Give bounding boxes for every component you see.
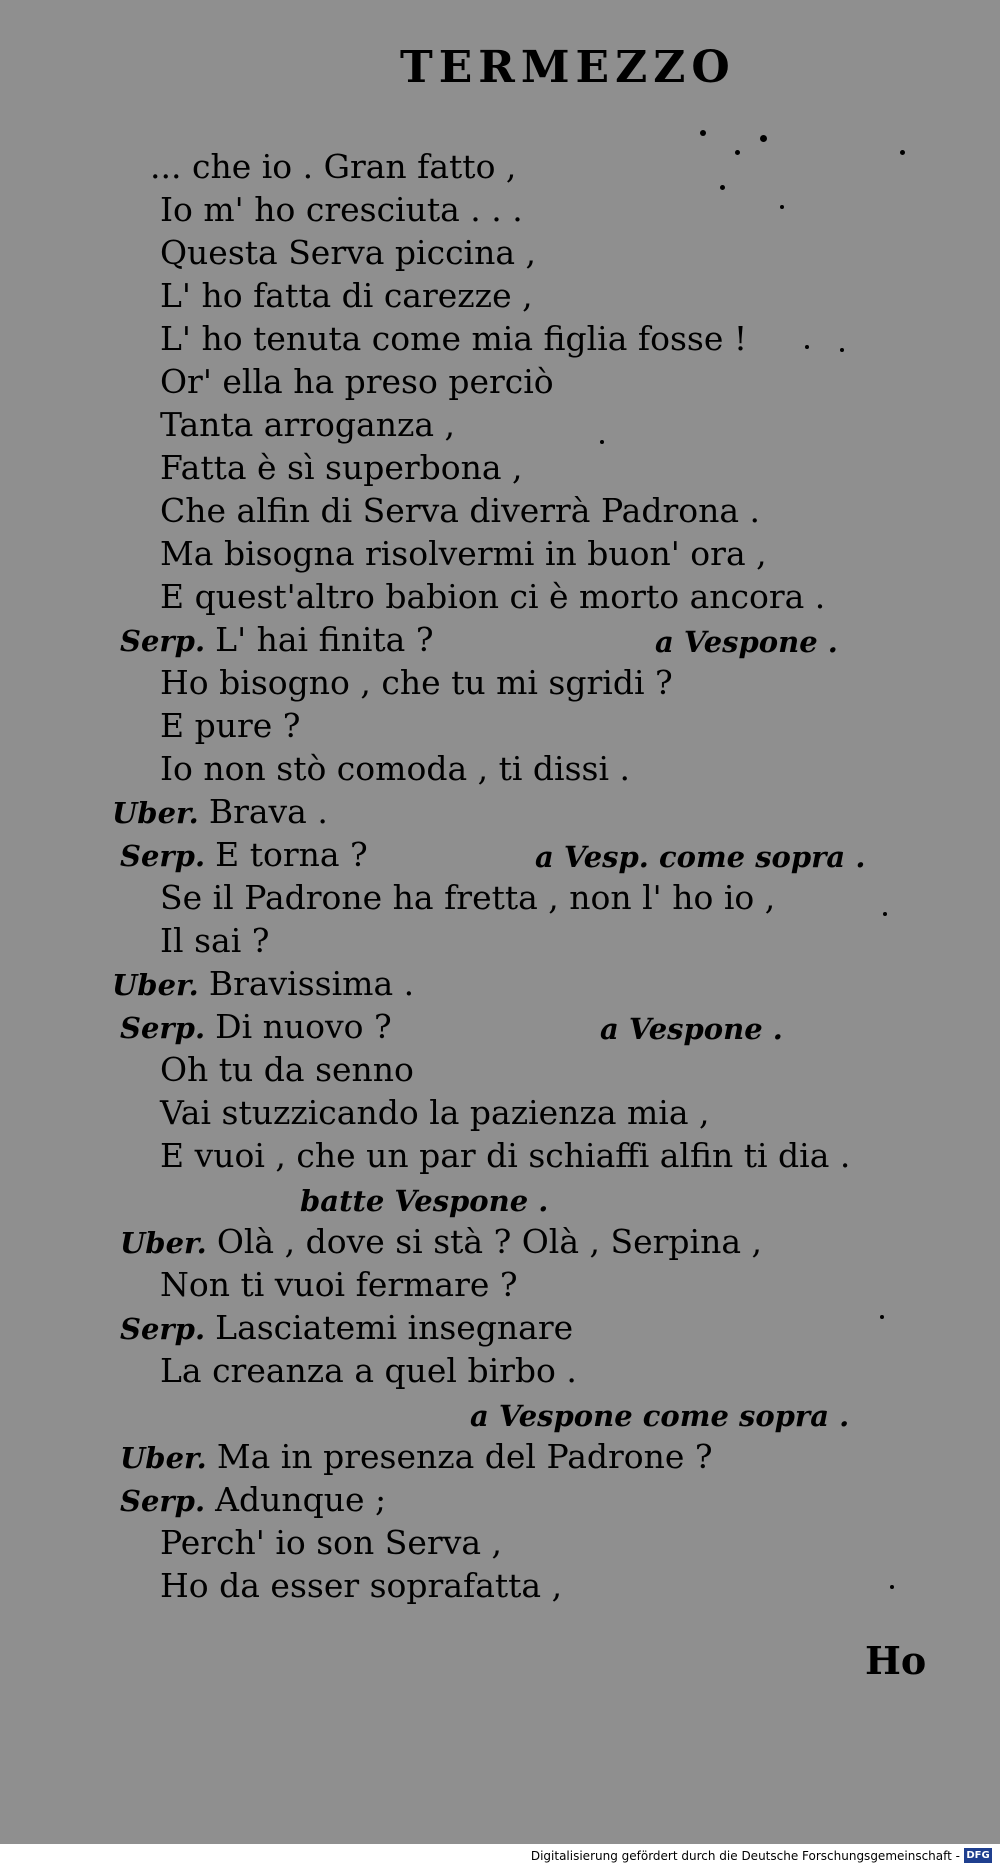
verse-line xyxy=(120,1005,392,1049)
verse-text-line: E torna ? xyxy=(215,835,368,874)
verse-text-line: Olà , dove si stà ? Olà , Serpina , xyxy=(216,1222,763,1261)
speck xyxy=(840,348,844,352)
speck xyxy=(760,135,767,142)
verse-line xyxy=(120,833,368,877)
verse-text-line: Se il Padrone ha fretta , non l' ho io , xyxy=(160,878,776,917)
verse-text-line: L' ho tenuta come mia figlia fosse ! xyxy=(160,319,748,358)
verse-text-line: Fatta è sì superbona , xyxy=(160,448,523,487)
verse-line xyxy=(160,360,554,404)
speaker-name: Serp. xyxy=(120,624,216,658)
stage-direction: a Vespone . xyxy=(600,1012,783,1046)
speck xyxy=(780,205,784,209)
verse-line xyxy=(160,274,533,318)
speck xyxy=(900,150,905,155)
verse-line xyxy=(160,532,767,576)
speaker-name: Serp. xyxy=(120,839,216,873)
verse-line xyxy=(120,1435,713,1479)
verse-line xyxy=(150,145,516,189)
verse-text-line: Io non stò comoda , ti dissi . xyxy=(160,749,630,788)
verse-line xyxy=(160,1564,562,1608)
speaker-name: Uber. xyxy=(112,796,209,830)
speck xyxy=(720,185,725,190)
verse-line xyxy=(160,1521,502,1565)
verse-line xyxy=(112,962,414,1006)
verse-text-line: Perch' io son Serva , xyxy=(160,1523,502,1562)
verse-line xyxy=(120,1478,386,1522)
verse-line xyxy=(160,1349,577,1393)
verse-text-line: E quest'altro babion ci è morto ancora . xyxy=(160,577,826,616)
verse-text-line: Che alfin di Serva diverrà Padrona . xyxy=(160,491,761,530)
running-title: TERMEZZO xyxy=(400,42,736,93)
verse-line xyxy=(160,1091,709,1135)
speck xyxy=(890,1585,894,1589)
verse-line xyxy=(160,188,523,232)
verse-line xyxy=(120,1220,762,1264)
verse-text-line: E pure ? xyxy=(160,706,301,745)
verse-text-line: Ma bisogna risolvermi in buon' ora , xyxy=(160,534,767,573)
verse-text-line: L' ho fatta di carezze , xyxy=(160,276,533,315)
speaker-name: Serp. xyxy=(120,1484,216,1518)
stage-direction: a Vespone . xyxy=(655,625,838,659)
verse-line xyxy=(120,1306,573,1350)
verse-text-line: Brava . xyxy=(208,792,328,831)
speaker-name: Serp. xyxy=(120,1011,216,1045)
verse-line xyxy=(160,661,673,705)
verse-line xyxy=(160,919,269,963)
verse-text-line: Il sai ? xyxy=(160,921,270,960)
verse-text-line: Tanta arroganza , xyxy=(160,405,455,444)
verse-line xyxy=(160,231,536,275)
verse-text-line: ... che io . Gran fatto , xyxy=(150,147,517,186)
verse-text-line: Ho bisogno , che tu mi sgridi ? xyxy=(160,663,673,702)
dfg-logo: DFG xyxy=(964,1848,992,1863)
verse-text-line: La creanza a quel birbo . xyxy=(160,1351,577,1390)
verse-text-line: Vai stuzzicando la pazienza mia , xyxy=(160,1093,710,1132)
stage-direction: a Vespone come sopra . xyxy=(470,1399,850,1433)
speaker-name: Serp. xyxy=(120,1312,216,1346)
verse-text-line: Adunque ; xyxy=(215,1480,387,1519)
verse-line xyxy=(160,403,455,447)
verse-line xyxy=(160,1048,414,1092)
verse-text-line: E vuoi , che un par di schiaffi alfin ti dia . xyxy=(160,1136,851,1175)
verse-line xyxy=(160,489,760,533)
verse-line xyxy=(160,747,630,791)
verse-text-line: Bravissima . xyxy=(208,964,415,1003)
verse-line xyxy=(160,317,747,361)
verse-text-line: Questa Serva piccina , xyxy=(160,233,537,272)
verse-line xyxy=(112,790,328,834)
speck xyxy=(883,912,887,916)
stage-direction: a Vesp. come sopra . xyxy=(535,840,866,874)
speaker-name: Uber. xyxy=(120,1226,217,1260)
verse-line xyxy=(160,446,523,490)
speaker-name: Uber. xyxy=(120,1441,217,1475)
verse-text-line: Lasciatemi insegnare xyxy=(215,1308,574,1347)
verse-line xyxy=(160,704,300,748)
speck xyxy=(700,130,706,136)
verse-text-line: Non ti vuoi fermare ? xyxy=(160,1265,518,1304)
verse-text-line: Io m' ho cresciuta . . . xyxy=(160,190,523,229)
speaker-name: Uber. xyxy=(112,968,209,1002)
speck xyxy=(805,345,809,349)
verse-text-line: Ho da esser soprafatta , xyxy=(160,1566,563,1605)
verse-line xyxy=(120,618,434,662)
funding-credit: Digitalisierung gefördert durch die Deutsche Forschungsgemeinschaft - xyxy=(530,1849,960,1863)
verse-line xyxy=(160,575,825,619)
verse-text-line: Di nuovo ? xyxy=(215,1007,392,1046)
catchword: Ho xyxy=(865,1638,927,1683)
verse-line xyxy=(160,876,775,920)
speck xyxy=(735,150,740,155)
verse-text-line: Ma in presenza del Padrone ? xyxy=(216,1437,713,1476)
speck xyxy=(600,440,604,444)
verse-text-line: L' hai finita ? xyxy=(215,620,434,659)
verse-line xyxy=(160,1263,518,1307)
footer-bar xyxy=(0,1844,1000,1866)
verse-text-line: Oh tu da senno xyxy=(160,1050,414,1089)
verse-line xyxy=(160,1134,850,1178)
verse-text-line: Or' ella ha preso perciò xyxy=(160,362,554,401)
stage-direction: batte Vespone . xyxy=(300,1184,549,1218)
speck xyxy=(880,1315,884,1319)
